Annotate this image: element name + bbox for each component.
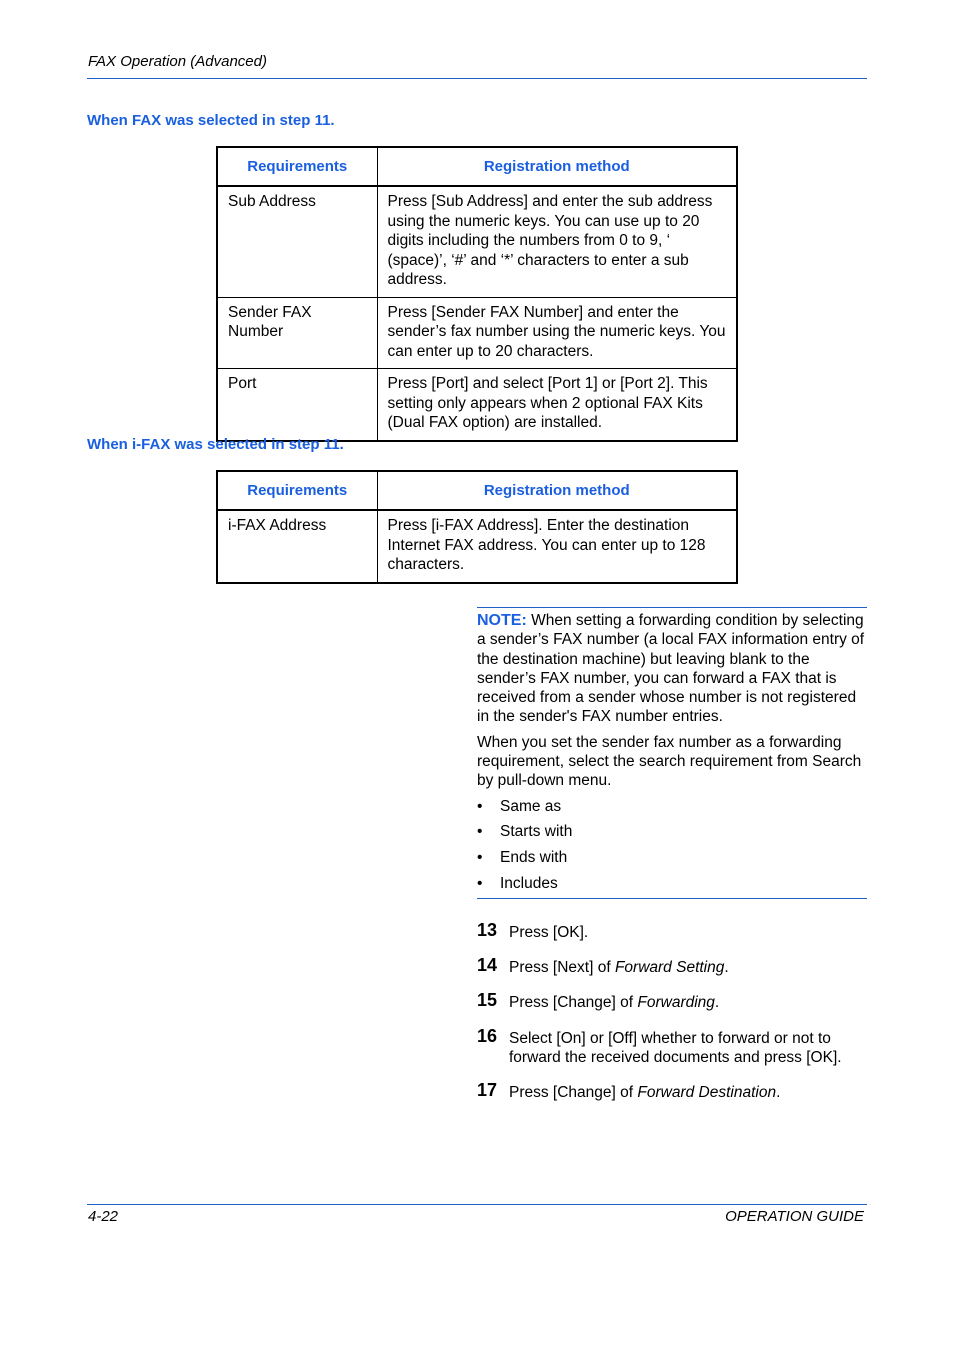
bullet-icon: •: [477, 874, 483, 892]
note-paragraph: [477, 611, 867, 727]
column-header-requirements: Requirements: [217, 471, 377, 510]
list-item-label: Ends with: [500, 849, 568, 867]
header-title: FAX Operation (Advanced): [88, 53, 267, 70]
step-text: Select [On] or [Off] whether to forward or not to forward the received documents and press [OK].: [509, 1030, 842, 1067]
list-item-label: Includes: [500, 874, 558, 892]
page-number: 4-22: [88, 1208, 119, 1225]
section2-heading: When i-FAX was selected in step 11.: [87, 436, 344, 453]
table-row: [217, 297, 737, 369]
search-options-list: [477, 797, 867, 900]
column-header-requirements: Requirements: [217, 147, 377, 186]
ifax-requirements-table: [216, 470, 738, 584]
step-number: 14: [477, 955, 498, 975]
requirement-cell: Sub Address: [217, 186, 377, 297]
note-block: [477, 611, 867, 899]
table-header-row: [217, 147, 737, 186]
table-row: [217, 510, 737, 583]
note-bottom-rule: [477, 898, 867, 899]
step-text: Press [Next] of Forward Setting.: [509, 959, 729, 976]
step-number: 13: [477, 920, 498, 940]
column-header-registration-method: Registration method: [377, 147, 737, 186]
note-text: When setting a forwarding condition by selecting a sender’s FAX number (a local FAX information entry of the destination machine) but leaving blank to the sender’s FAX number, you can forward a FAX that is received from a sender whose number is not registered in the sender's FAX number entries.: [477, 612, 865, 726]
step-text: Press [Change] of Forwarding.: [509, 994, 720, 1011]
method-cell: Press [Port] and select [Port 1] or [Port 2]. This setting only appears when 2 optional FAX Kits (Dual FAX option) are installed.: [377, 369, 737, 441]
table-row: [217, 186, 737, 297]
method-cell: Press [Sender FAX Number] and enter the sender’s fax number using the numeric keys. You can enter up to 20 characters.: [377, 297, 737, 369]
step-text: Press [Change] of Forward Destination.: [509, 1084, 781, 1101]
list-item: [477, 848, 867, 874]
bullet-icon: •: [477, 849, 483, 867]
bullet-icon: •: [477, 823, 483, 841]
note-top-rule: [477, 607, 867, 608]
requirement-cell: i-FAX Address: [217, 510, 377, 583]
bullet-icon: •: [477, 797, 483, 815]
requirement-cell: Port: [217, 369, 377, 441]
section1-heading: When FAX was selected in step 11.: [87, 112, 335, 129]
method-cell: Press [Sub Address] and enter the sub address using the numeric keys. You can use up to 20 digits including the numbers from 0 to 9, ‘ (space)’, ‘#’ and ‘*’ characters to enter a sub address.: [377, 186, 737, 297]
list-item-label: Same as: [500, 797, 562, 815]
step-text: Press [OK].: [509, 924, 589, 941]
header-rule: [87, 78, 867, 79]
step-number: 16: [477, 1026, 498, 1046]
step-number: 17: [477, 1080, 498, 1100]
note-paragraph-2: When you set the sender fax number as a forwarding requirement, select the search requirement from Search by pull-down menu.: [477, 733, 862, 790]
fax-requirements-table: [216, 146, 738, 442]
table-header-row: [217, 471, 737, 510]
requirement-cell: Sender FAX Number: [217, 297, 377, 369]
method-cell: Press [i-FAX Address]. Enter the destination Internet FAX address. You can enter up to 128 characters.: [377, 510, 737, 583]
list-item: [477, 822, 867, 848]
step-number: 15: [477, 990, 498, 1010]
column-header-registration-method: Registration method: [377, 471, 737, 510]
guide-title: OPERATION GUIDE: [725, 1208, 864, 1225]
list-item-label: Starts with: [500, 823, 573, 841]
table-row: [217, 369, 737, 441]
list-item: [477, 874, 867, 900]
footer-rule: [87, 1204, 867, 1205]
list-item: [477, 797, 867, 823]
note-label: NOTE:: [477, 612, 527, 629]
